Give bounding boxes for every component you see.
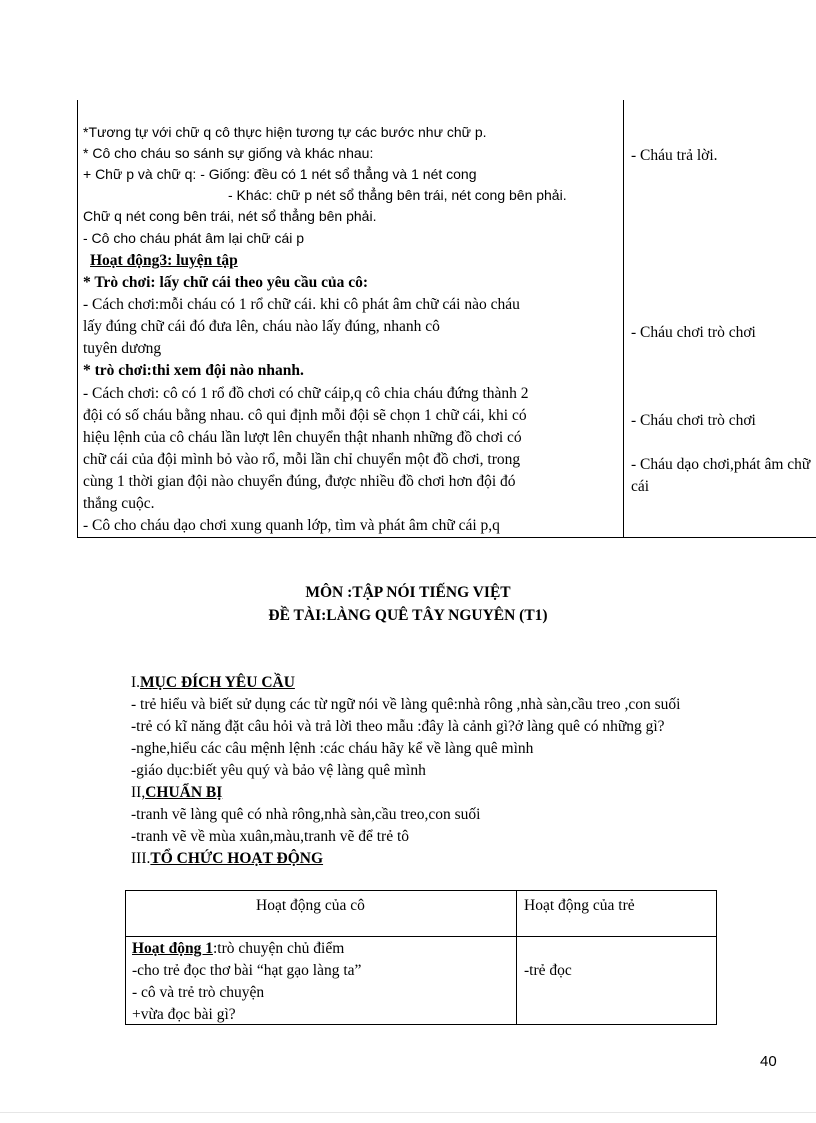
section-3-heading (131, 850, 323, 868)
table-left-line: tuyên dương (83, 340, 162, 357)
table-left-line: cùng 1 thời gian đội nào chuyển đúng, được nhiều đồ chơi hơn đội đó (83, 473, 516, 490)
table-left-line: - Cô cho cháu phát âm lại chữ cái p (83, 230, 305, 246)
activity-left-line: - cô và trẻ trò chuyện (132, 984, 265, 1001)
table-right-line: - Cháu chơi trò chơi (631, 324, 756, 341)
section-1-line: -giáo dục:biết yêu quý và bảo vệ làng quê mình (131, 762, 426, 779)
activity-3-heading: Hoạt động3: luyện tập (90, 252, 238, 269)
activity-1-heading (132, 940, 344, 958)
table-left-line: - Cách chơi:mỗi cháu có 1 rổ chữ cái. khi cô phát âm chữ cái nào cháu (83, 296, 520, 313)
section-1-line: -nghe,hiểu các câu mệnh lệnh :các cháu hãy kể về làng quê mình (131, 740, 534, 757)
header-child-activity: Hoạt động của trẻ (524, 897, 635, 914)
activity-left-line: +vừa đọc bài gì? (132, 1006, 236, 1023)
section-1-line: - trẻ hiểu và biết sử dụng các từ ngữ nói về làng quê:nhà rông ,nhà sàn,cầu treo ,con suối (131, 696, 681, 713)
activity-1-title-rest: :trò chuyện chủ điểm (212, 940, 345, 957)
section-2-title: CHUẨN BỊ (145, 784, 223, 801)
table-right-line: - Cháu dạo chơi,phát âm chữ (631, 456, 811, 473)
table-left-line: - Cách chơi: cô có 1 rổ đồ chơi có chữ cáip,q cô chia cháu đứng thành 2 (83, 385, 529, 402)
table-left-line: - Khác: chữ p nét sổ thẳng bên trái, nét cong bên phải. (228, 187, 567, 203)
section-2-line: -tranh vẽ về mùa xuân,màu,tranh vẽ để trẻ tô (131, 828, 410, 845)
section-1-heading (131, 674, 295, 692)
topic-heading: ĐỀ TÀI:LÀNG QUÊ TÂY NGUYÊN (T1) (268, 607, 548, 624)
game-1-title: * Trò chơi: lấy chữ cái theo yêu cầu của cô: (83, 274, 369, 291)
activity-table-row-divider (126, 936, 716, 937)
table-column-divider (623, 100, 624, 538)
activity-right-line: -trẻ đọc (524, 962, 572, 979)
header-teacher-activity: Hoạt động của cô (256, 897, 365, 914)
activity-1-title: Hoạt động 1 (132, 940, 213, 957)
section-2-line: -tranh vẽ làng quê có nhà rông,nhà sàn,cầu treo,con suối (131, 806, 481, 823)
activity-table (125, 890, 717, 1025)
table-left-line: lấy đúng chữ cái đó đưa lên, cháu nào lấy đúng, nhanh cô (83, 318, 440, 335)
table-right-line: - Cháu trả lời. (631, 147, 718, 164)
table-bottom-border (77, 537, 816, 538)
page-number: 40 (760, 1053, 777, 1070)
section-3-prefix: III. (131, 850, 151, 867)
table-left-line: chữ cái của đội mình bỏ vào rổ, mỗi lần chỉ chuyển một đồ chơi, trong (83, 451, 521, 468)
page-bottom-edge (0, 1112, 816, 1113)
table-left-line: Chữ q nét cong bên trái, nét sổ thẳng bên phải. (83, 208, 377, 224)
section-1-line: -trẻ có kĩ năng đặt câu hỏi và trả lời theo mẫu :đây là cảnh gì?ở làng quê có những gì? (131, 718, 665, 735)
activity-left-line: -cho trẻ đọc thơ bài “hạt gạo làng ta” (132, 962, 362, 979)
table-left-line: đội có số cháu bằng nhau. cô qui định mỗi đội sẽ chọn 1 chữ cái, khi có (83, 407, 527, 424)
table-left-line: - Cô cho cháu dạo chơi xung quanh lớp, tìm và phát âm chữ cái p,q (83, 517, 500, 534)
subject-heading: MÔN :TẬP NÓI TIẾNG VIỆT (305, 584, 511, 601)
game-2-title: * trò chơi:thi xem đội nào nhanh. (83, 362, 304, 379)
table-left-line: *Tương tự với chữ q cô thực hiện tương tự các bước như chữ p. (83, 124, 487, 140)
table-left-line: * Cô cho cháu so sánh sự giống và khác nhau: (83, 145, 374, 161)
section-1-prefix: I. (131, 674, 141, 691)
table-left-line: thắng cuộc. (83, 495, 155, 512)
table-left-line: + Chữ p và chữ q: - Giống: đều có 1 nét sổ thẳng và 1 nét cong (83, 166, 477, 182)
section-2-heading (131, 784, 222, 802)
section-1-title: MỤC ĐÍCH YÊU CẦU (140, 674, 295, 691)
table-right-line: cái (631, 478, 650, 495)
table-right-line: - Cháu chơi trò chơi (631, 412, 756, 429)
activity-table-column-divider (516, 891, 517, 1024)
table-left-border (77, 100, 78, 538)
table-left-line: hiệu lệnh của cô cháu lần lượt lên chuyển thật nhanh những đồ chơi có (83, 429, 522, 446)
section-3-title: TỔ CHỨC HOẠT ĐỘNG (150, 850, 324, 867)
section-2-prefix: II, (131, 784, 146, 801)
